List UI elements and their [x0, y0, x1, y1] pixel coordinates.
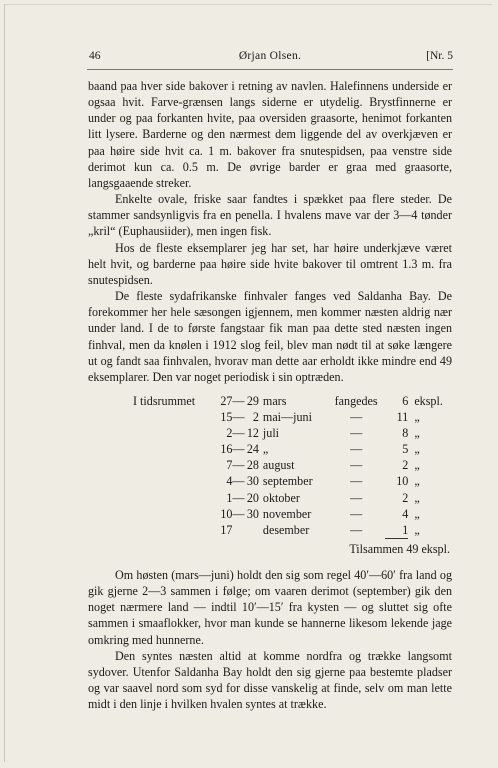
- table-row: [133, 490, 452, 506]
- period-lead: [133, 490, 219, 506]
- table-row: [133, 409, 452, 425]
- ditto-mark: „: [414, 442, 420, 457]
- start-day: 2: [226, 426, 233, 441]
- count: 11: [396, 410, 409, 425]
- end-day: 24: [246, 442, 259, 457]
- start-day: 10: [220, 506, 233, 521]
- paragraph-2: Enkelte ovale, friske saar fandtes i spækket paa flere steder. De stammer sandsynligvis fra en penella. I hvalens mave var der 3—4 tønder „kril“ (Euphausiider), men ingen fisk.: [88, 192, 452, 239]
- month: „: [262, 442, 269, 457]
- paragraph-1: baand paa hver side bakover i retning av navlen. Halefinnens underside er ogsaa hvit. Farve-grænsen langs siderne er utydelig. Brystfinnerne er under og paa forkanten hvite, paa oversiden graasorte, henimot forkanten litt lysere. Barderne og den nærmest dem liggende del av overkjæven er paa høire side hvit ca. 1 m. bakover fra snutespidsen, paa venstre side derimot kun ca. 0.5 m. De øvrige barder er graa med graasorte, langsgaaende streker.: [88, 79, 452, 190]
- count: 1: [385, 522, 408, 539]
- start-day: 15: [220, 410, 233, 425]
- unit-label: ekspl.: [414, 393, 443, 408]
- period-lead: [133, 473, 219, 489]
- ditto-mark: „: [414, 474, 420, 489]
- count: 5: [402, 442, 409, 457]
- total-text: Tilsammen 49 ekspl.: [349, 541, 450, 556]
- start-day: 1: [226, 490, 233, 505]
- month: juli: [262, 426, 280, 441]
- period-lead: [133, 425, 219, 441]
- range-dash: [232, 522, 244, 539]
- ditto-mark: „: [414, 506, 420, 521]
- paragraph-5: Om høsten (mars—juni) holdt den sig som regel 40′—60′ fra land og gik gjerne 2—3 sammen i følge; om vaaren derimot (september) gik den noget nærmere land — indtil 10′—15′ fra kysten — og sluttet sig ofte sammen i smaaflokker, hvor man kunde se hannerne likesom lekende jage omkring med hunnerne.: [88, 567, 452, 647]
- start-day: 4: [226, 474, 233, 489]
- count: 2: [402, 490, 409, 505]
- ditto-dash: —: [350, 522, 363, 537]
- end-day: 28: [246, 458, 259, 473]
- table-row: [133, 441, 452, 457]
- ditto-dash: —: [350, 474, 363, 489]
- count: 8: [402, 426, 409, 441]
- count: 6: [402, 393, 409, 408]
- period-lead: [133, 506, 219, 522]
- month: september: [262, 474, 313, 489]
- count: 2: [402, 458, 409, 473]
- range-dash: —: [232, 490, 245, 505]
- paragraph-3: Hos de fleste eksemplarer jeg har set, har høire underkjæve været helt hvit, og barderne paa høire side hvite bakover til omtrent 1.3 m. fra snutespidsen.: [88, 240, 452, 287]
- ditto-dash: —: [350, 506, 363, 521]
- end-day: 30: [246, 506, 259, 521]
- range-dash: —: [232, 506, 245, 521]
- page-number: 46: [89, 50, 101, 62]
- running-author: Ørjan Olsen.: [238, 50, 302, 62]
- ditto-dash: —: [350, 426, 363, 441]
- start-day: 27: [220, 393, 233, 408]
- range-dash: —: [232, 458, 245, 473]
- ditto-dash: —: [350, 442, 363, 457]
- range-dash: —: [232, 442, 245, 457]
- running-header: [87, 50, 453, 64]
- total-row: [133, 538, 452, 557]
- table-row: [133, 457, 452, 473]
- period-lead: [133, 457, 219, 473]
- table-row: [133, 393, 452, 409]
- period-lead: I tidsrummet: [133, 393, 196, 408]
- ditto-mark: „: [414, 426, 420, 441]
- range-dash: —: [232, 474, 245, 489]
- month: november: [262, 506, 312, 521]
- ditto-mark: „: [414, 458, 420, 473]
- range-dash: —: [232, 426, 245, 441]
- ditto-dash: —: [350, 410, 363, 425]
- end-day: 29: [246, 393, 259, 408]
- issue-number: [Nr. 5: [426, 50, 453, 62]
- ditto-dash: —: [350, 458, 363, 473]
- start-day: 17: [220, 522, 233, 537]
- end-day: 12: [246, 426, 259, 441]
- period-lead: [133, 441, 219, 457]
- month: mars: [262, 393, 287, 408]
- caught-label: fangedes: [334, 393, 378, 408]
- table-row: [133, 506, 452, 522]
- period-lead: [133, 522, 219, 539]
- ditto-mark: „: [414, 490, 420, 505]
- count: 10: [396, 474, 409, 489]
- month: mai—juni: [262, 410, 312, 425]
- month: desember: [262, 522, 310, 537]
- month: oktober: [262, 490, 300, 505]
- table-row: [133, 425, 452, 441]
- catch-table: [133, 393, 452, 557]
- start-day: 16: [220, 442, 233, 457]
- end-day: [245, 522, 259, 539]
- ditto-dash: —: [350, 490, 363, 505]
- page-body: [88, 78, 452, 712]
- table-row: [133, 473, 452, 489]
- end-day: 20: [246, 490, 259, 505]
- start-day: 7: [226, 458, 233, 473]
- period-lead: [133, 409, 219, 425]
- ditto-mark: „: [414, 410, 420, 425]
- range-dash: —: [232, 410, 245, 425]
- count: 4: [402, 506, 409, 521]
- table-row: [133, 522, 452, 539]
- header-rule: [87, 69, 453, 70]
- range-dash: —: [232, 393, 245, 408]
- end-day: 30: [246, 474, 259, 489]
- paragraph-6: Den syntes næsten altid at komme nordfra og trække langsomt sydover. Utenfor Saldanha Bay holdt den sig gjerne paa bestemte pladser og var saavel nord som syd for disse vanskelig at finde, selv om man lette midt i den linje i hvilken hvalen syntes at trække.: [88, 648, 452, 712]
- ditto-mark: „: [414, 522, 420, 537]
- month: august: [262, 458, 295, 473]
- end-day: 2: [252, 410, 259, 425]
- paragraph-4: De fleste sydafrikanske finhvaler fanges ved Saldanha Bay. De forekommer her hele sæsongen igjennem, men kommer næsten aldrig nær under land. I de to første fangstaar fik man paa dette sted næsten ingen finhval, men da knølen i 1912 slog feil, blev man nødt til at søke længere ut og fandt saa finhvalen, hvorav man dette aar erholdt ikke mindre end 49 eksemplarer. Den var noget periodisk i sin optræden.: [88, 289, 452, 384]
